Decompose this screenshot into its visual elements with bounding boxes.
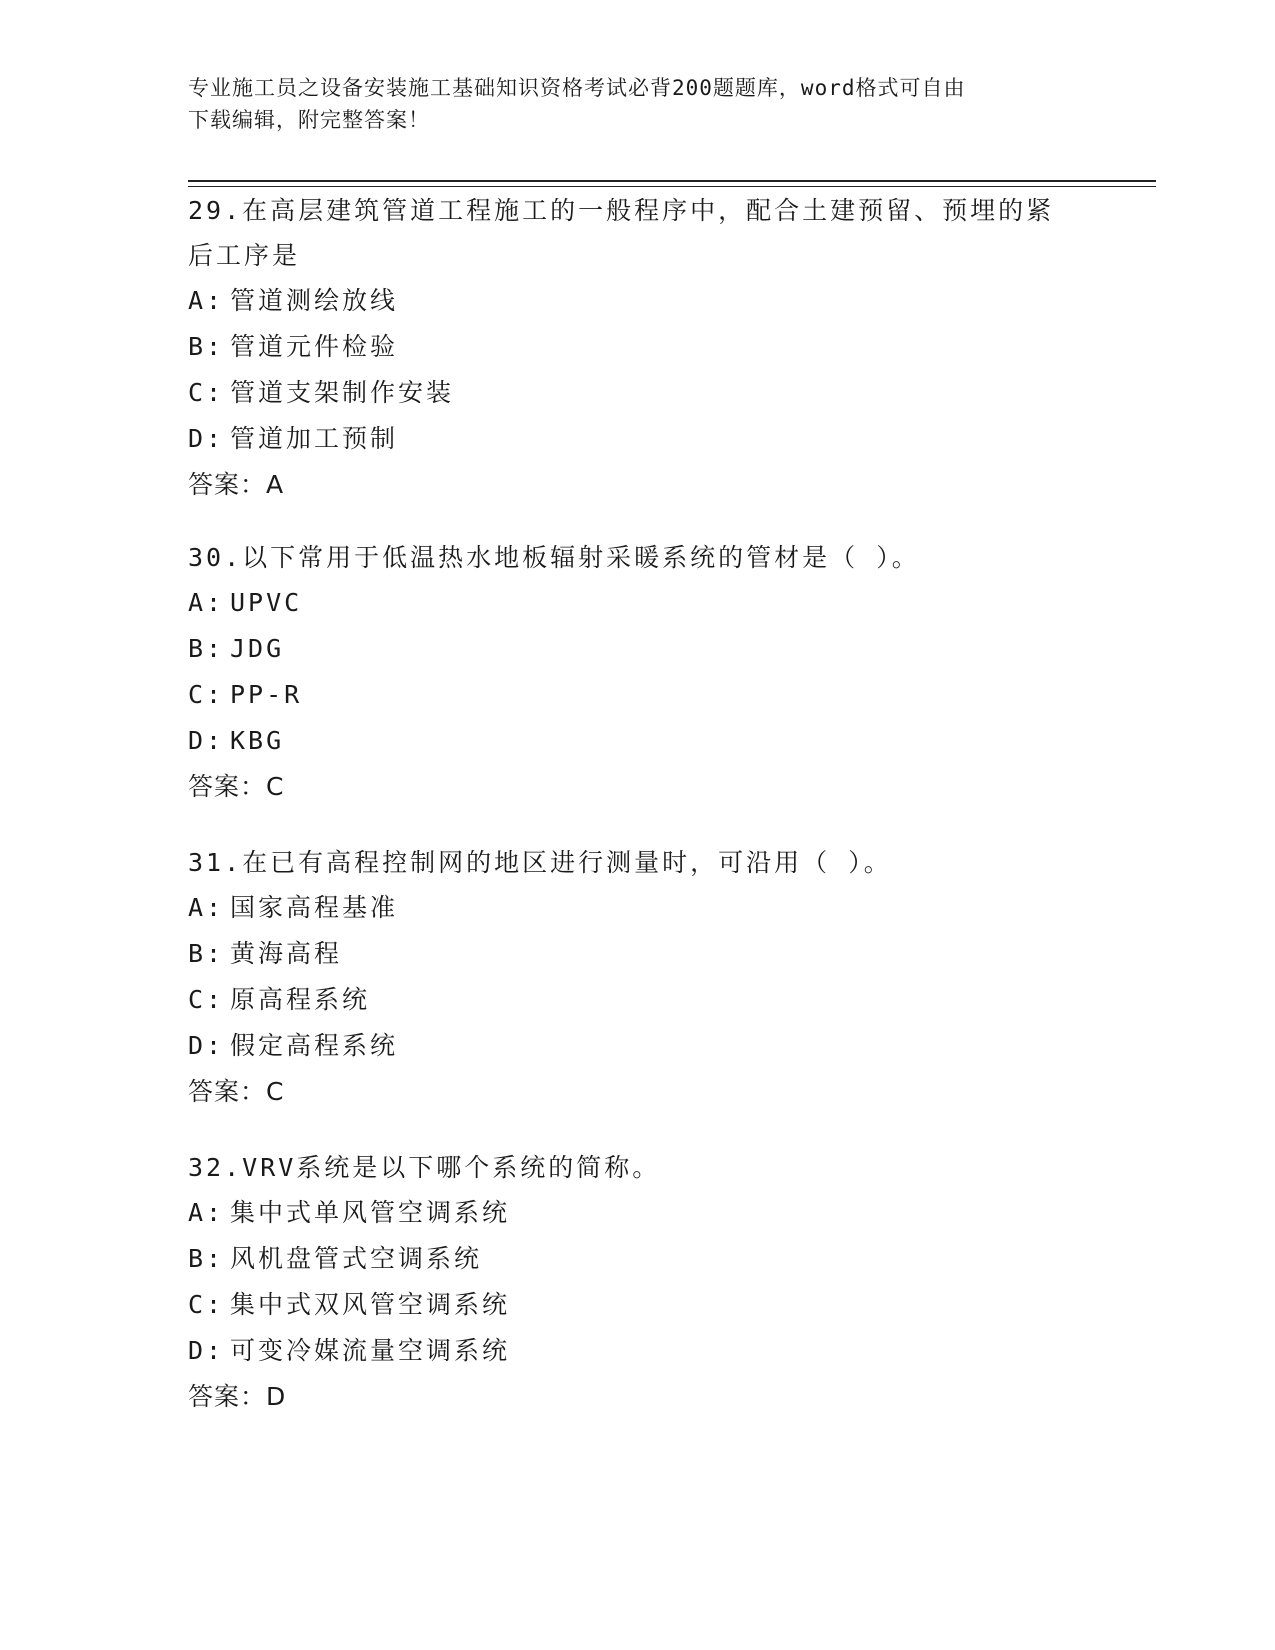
answer: 答案：A — [188, 470, 285, 499]
header-divider-thick — [188, 180, 1156, 182]
question-stem: 32.VRV系统是以下哪个系统的简称。 — [188, 1153, 661, 1182]
option-d: D: 可变冷媒流量空调系统 — [188, 1336, 511, 1365]
question-stem: 30.以下常用于低温热水地板辐射采暖系统的管材是（ ）。 — [188, 543, 920, 572]
option-b: B: 管道元件检验 — [188, 332, 399, 361]
option-a: A: UPVC — [188, 588, 303, 617]
option-b: B: JDG — [188, 634, 285, 663]
option-c: C: 集中式双风管空调系统 — [188, 1290, 511, 1319]
option-c: C: 管道支架制作安装 — [188, 378, 455, 407]
option-d: D: 假定高程系统 — [188, 1031, 399, 1060]
question-stem-continued: 后工序是 — [188, 241, 301, 270]
answer: 答案：C — [188, 1077, 285, 1106]
answer: 答案：C — [188, 772, 285, 801]
question-30 — [188, 535, 1088, 810]
option-a: A: 管道测绘放线 — [188, 286, 399, 315]
option-c: C: PP-R — [188, 680, 303, 709]
question-stem: 31.在已有高程控制网的地区进行测量时，可沿用（ ）。 — [188, 848, 892, 877]
header-divider-thin — [188, 186, 1156, 187]
option-d: D: KBG — [188, 726, 285, 755]
question-29 — [188, 188, 1088, 508]
option-b: B: 黄海高程 — [188, 939, 343, 968]
option-b: B: 风机盘管式空调系统 — [188, 1244, 483, 1273]
question-32 — [188, 1145, 1088, 1420]
header-line-1: 专业施工员之设备安装施工基础知识资格考试必背200题题库，word格式可自由 — [188, 76, 966, 100]
option-d: D: 管道加工预制 — [188, 424, 399, 453]
option-a: A: 国家高程基准 — [188, 893, 399, 922]
option-a: A: 集中式单风管空调系统 — [188, 1198, 511, 1227]
document-header — [188, 72, 1088, 136]
question-stem: 29.在高层建筑管道工程施工的一般程序中，配合土建预留、预埋的紧 — [188, 196, 1055, 225]
question-31 — [188, 840, 1088, 1115]
header-line-2: 下载编辑，附完整答案！ — [188, 108, 430, 132]
answer: 答案：D — [188, 1382, 287, 1411]
option-c: C: 原高程系统 — [188, 985, 371, 1014]
